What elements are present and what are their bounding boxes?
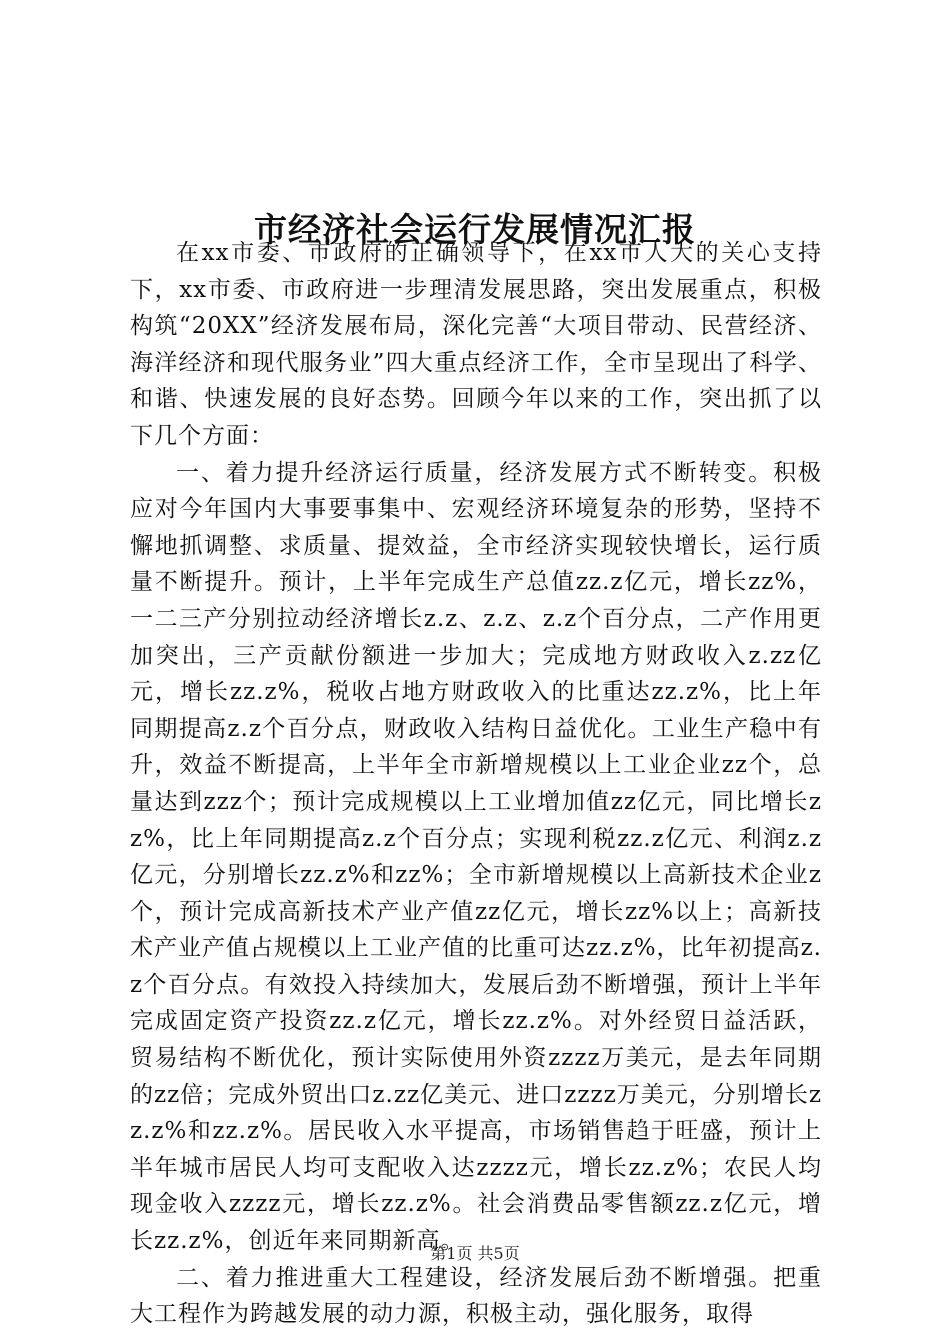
page-number-footer: 第1页 共5页 (430, 1244, 520, 1263)
paragraph-intro: 在xx市委、市政府的正确领导下，在xx市人大的关心支持下，xx市委、市政府进一步理清发展思路，突出发展重点，积极构筑“20XX”经济发展布局，深化完善“大项目带动、民营经济、海洋经济和现代服务业”四大重点经济工作，全市呈现出了科学、和谐、快速发展的良好态势。回顾今年以来的工作，突出抓了以下几个方面： (130, 240, 822, 449)
paragraph-section-2: 二、着力推进重大工程建设，经济发展后劲不断增强。把重大工程作为跨越发展的动力源，积极主动，强化服务，取得 (130, 1264, 822, 1328)
paragraph-section-1: 一、着力提升经济运行质量，经济发展方式不断转变。积极应对今年国内大事要事集中、宏观经济环境复杂的形势，坚持不懈地抓调整、求质量、提效益，全市经济实现较快增长，运行质量不断提升。预计，上半年完成生产总值zz.z亿元，增长zz%，一二三产分别拉动经济增长z.z、z.z、z.z个百分点，二产作用更加突出，三产贡献份额进一步加大；完成地方财政收入z.zz亿元，增长zz.z%，税收占地方财政收入的比重达zz.z%，比上年同期提高z.z个百分点，财政收入结构日益优化。工业生产稳中有升，效益不断提高，上半年全市新增规模以上工业企业zz个，总量达到zzz个；预计完成规模以上工业增加值zz亿元，同比增长zz%，比上年同期提高z.z个百分点；实现利税zz.z亿元、利润z.z亿元，分别增长zz.z%和zz%；全市新增规模以上高新技术企业z个，预计完成高新技术产业产值zz亿元，增长zz%以上；高新技术产业产值占规模以上工业产值的比重可达zz.z%，比年初提高z.z个百分点。有效投入持续加大，发展后劲不断增强，预计上半年完成固定资产投资zz.z亿元，增长zz.z%。对外经贸日益活跃，贸易结构不断优化，预计实际使用外资zzzz万美元，是去年同期的zz倍；完成外贸出口z.zz亿美元、进口zzzz万美元，分别增长zz.z%和zz.z%。居民收入水平提高，市场销售趋于旺盛，预计上半年城市居民人均可支配收入达zzzz元，增长zz.z%；农民人均现金收入zzzz元，增长zz.z%。社会消费品零售额zz.z亿元，增长zz.z%，创近年来同期新高。 (130, 459, 822, 1255)
document-body (130, 235, 822, 1333)
document-title: 市经济社会运行发展情况汇报 (254, 210, 696, 250)
